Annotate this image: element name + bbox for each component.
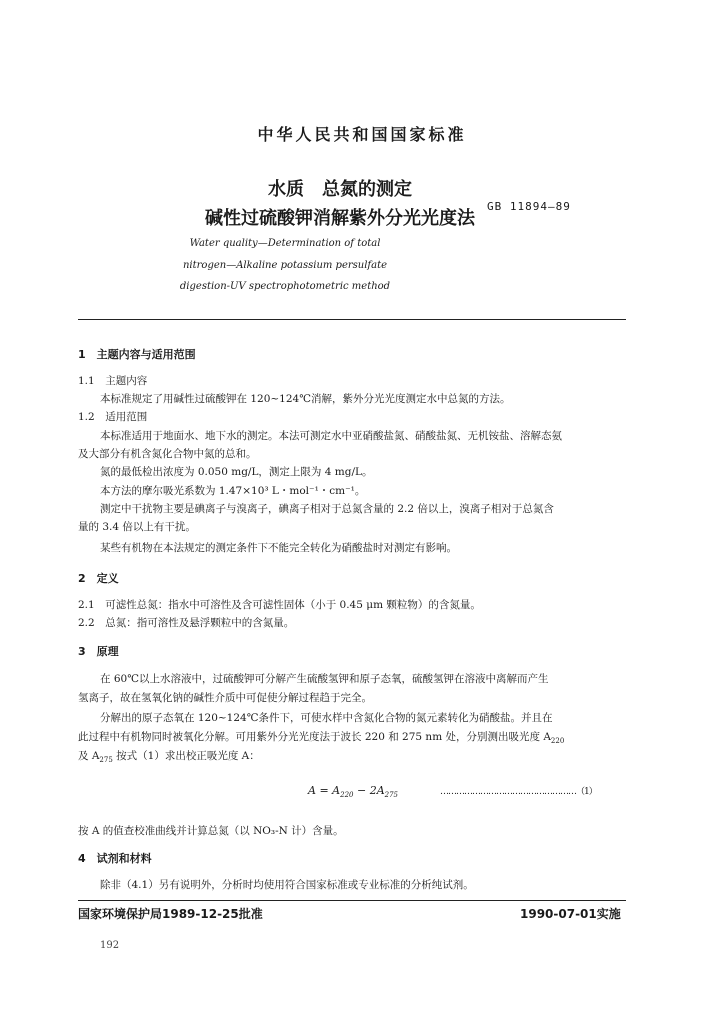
footer-divider xyxy=(78,900,626,901)
organic-interference-text: 某些有机物在本法规定的测定条件下不能完全转化为硝酸盐时对测定有影响。 xyxy=(100,542,457,554)
equation-mid: − 2A xyxy=(353,784,385,797)
approval-info: 国家环境保护局1989-12-25批准 xyxy=(78,907,263,921)
equation-number: ……………………………………………（1） xyxy=(440,787,597,797)
calibration-text: 按 A 的值查校准曲线并计算总氮（以 NO₃-N 计）含量。 xyxy=(78,825,344,837)
section-1-heading: 1 主题内容与适用范围 xyxy=(78,348,196,361)
principle-text-2a: 分解出的原子态氧在 120~124℃条件下，可使水样中含氮化合物的氮元素转化为硝酸盐。并且在 xyxy=(100,712,553,724)
principle-text-2b-subscript: 220 xyxy=(550,737,565,746)
equation-sub-220: 220 xyxy=(340,791,354,800)
section-4-heading: 4 试剂和材料 xyxy=(78,852,152,865)
principle-text-2b xyxy=(78,729,564,745)
section-1-2-text-b: 及大部分有机含氮化合物中氮的总和。 xyxy=(78,448,257,460)
standard-title: 中华人民共和国国家标准 xyxy=(257,125,467,144)
standard-number: GB 11894—89 xyxy=(487,200,571,213)
header-divider xyxy=(78,319,626,320)
english-title-line-2: nitrogen—Alkaline potassium persulfate xyxy=(182,260,388,271)
definition-2-1: 2.1 可滤性总氮：指水中可溶性及含可滤性固体（小于 0.45 μm 颗粒物）的含氮量。 xyxy=(78,599,481,611)
english-title-line-3: digestion-UV spectrophotometric method xyxy=(179,281,391,292)
page-number: 192 xyxy=(100,940,120,951)
document-title-line-2: 碱性过硫酸钾消解紫外分光光度法 xyxy=(205,208,475,229)
equation-1 xyxy=(308,784,398,799)
interference-text-a: 测定中干扰物主要是碘离子与溴离子，碘离子相对于总氮含量的 2.2 倍以上，溴离子相对于总氮含 xyxy=(100,503,554,515)
section-1-2-heading: 1.2 适用范围 xyxy=(78,411,148,423)
principle-text-1b: 氢离子，故在氢氧化钠的碱性介质中可促使分解过程趋于完全。 xyxy=(78,692,372,704)
section-2-heading: 2 定义 xyxy=(78,572,119,585)
equation-lhs: A = A xyxy=(308,784,341,797)
detection-limit-text: 氮的最低检出浓度为 0.050 mg/L，测定上限为 4 mg/L。 xyxy=(100,466,373,478)
equation-sub-275: 275 xyxy=(384,791,399,800)
section-1-1-text: 本标准规定了用碱性过硫酸钾在 120~124℃消解，紫外分光光度测定水中总氮的方法。 xyxy=(100,393,511,405)
principle-text-1a: 在 60℃以上水溶液中，过硫酸钾可分解产生硫酸氢钾和原子态氧，硫酸氢钾在溶液中离解而产生 xyxy=(100,673,549,685)
section-1-1-heading: 1.1 主题内容 xyxy=(78,375,148,387)
implementation-date: 1990-07-01实施 xyxy=(520,907,621,921)
reagents-text: 除非（4.1）另有说明外，分析时均使用符合国家标准或专业标准的分析纯试剂。 xyxy=(100,879,474,891)
section-3-heading: 3 原理 xyxy=(78,645,119,658)
english-title-line-1: Water quality—Determination of total xyxy=(189,238,381,249)
section-1-2-text-a: 本标准适用于地面水、地下水的测定。本法可测定水中亚硝酸盐氮、硝酸盐氮、无机铵盐、溶解态氨 xyxy=(100,430,562,442)
document-title-line-1: 水质 总氮的测定 xyxy=(268,179,412,200)
molar-absorptivity-text: 本方法的摩尔吸光系数为 1.47×10³ L・mol⁻¹・cm⁻¹。 xyxy=(100,485,366,497)
principle-text-2c-lead: 及 A xyxy=(78,750,100,762)
principle-text-2c-subscript: 275 xyxy=(99,756,113,765)
definition-2-2: 2.2 总氮：指可溶性及悬浮颗粒中的含氮量。 xyxy=(78,617,295,629)
interference-text-b: 量的 3.4 倍以上有干扰。 xyxy=(78,521,196,533)
principle-text-2c-tail: 按式（1）求出校正吸光度 A： xyxy=(112,750,260,762)
principle-text-2c xyxy=(78,748,260,764)
principle-text-2b-main: 此过程中有机物同时被氧化分解。可用紫外分光光度法于波长 220 和 275 nm 处，分别测出吸光度 A xyxy=(78,731,551,743)
